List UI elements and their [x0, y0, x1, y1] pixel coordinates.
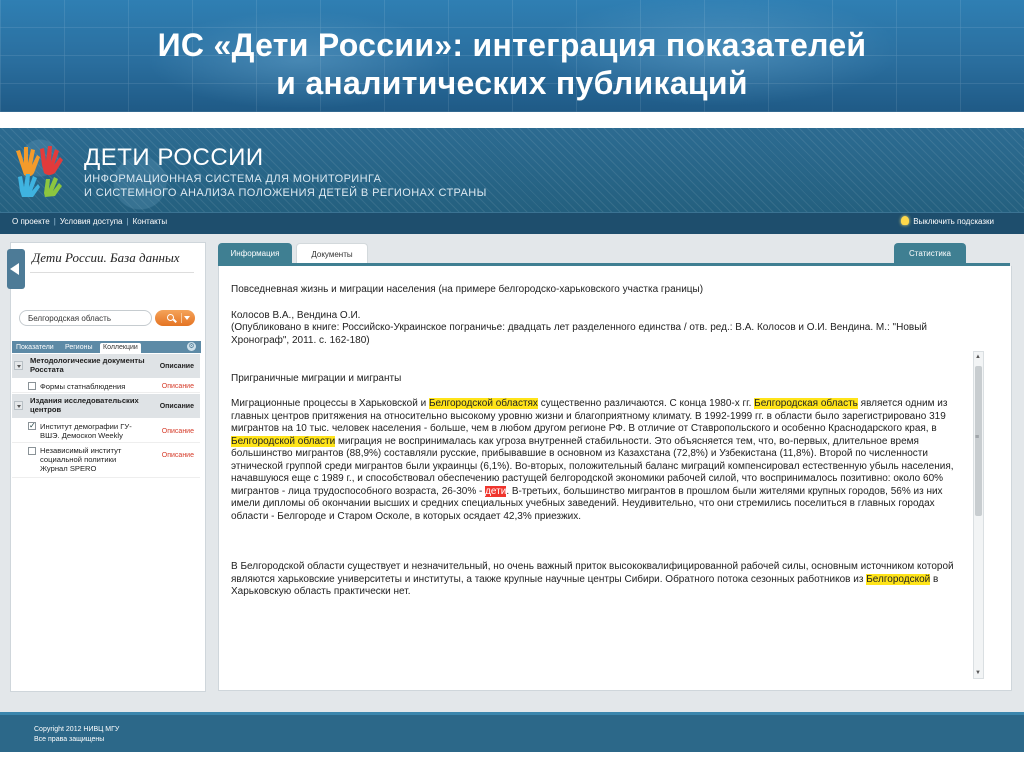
text-run: миграция не воспринималась как угроза внутренней стабильности. Это объясняется тем, что, во-первых, длительное время большинство мигрантов (88,9%) составляли русские, прибывавшие в основном из Казахстана (72,8%) и Узбекистана (11,8%). Второй по численности этнической группой среди мигрантов были украинцы (6,1%). Во-вторых, положительный баланс миграций компенсировал естественную убыль населения, начавшуюся еще с 1989 г., и способствовал обеспечению растущей белгородской экономики рабочей силой, что воспринималось позитивно: около 60% мигрантов - лица трудоспособного возраста, 26-30% - [231, 435, 954, 497]
expand-toggle-icon[interactable] [14, 361, 23, 370]
tab-indicators[interactable]: Показатели [16, 344, 54, 351]
hints-toggle-label: Выключить подсказки [913, 217, 994, 226]
colored-hands-logo-icon[interactable] [12, 141, 70, 197]
tab-information[interactable]: Информация [218, 243, 292, 264]
description-link[interactable]: Описание [161, 383, 194, 390]
description-link[interactable]: Описание [161, 428, 194, 435]
text-run: в Харьковскую область практически нет. [231, 573, 939, 597]
checkbox[interactable] [28, 382, 36, 390]
top-nav [0, 212, 1024, 235]
region-search-input[interactable]: Белгородская область [19, 310, 152, 326]
item-label: Формы статнаблюдения [40, 382, 126, 391]
document-scrollbar[interactable] [973, 351, 984, 679]
rights-text: Все права защищены [34, 736, 105, 743]
scroll-down-icon[interactable]: ▼ [975, 670, 981, 676]
paragraph-2 [231, 561, 966, 599]
group-label: Методологические документы Росстата [30, 356, 145, 374]
description-link[interactable]: Описание [159, 363, 194, 370]
text-run: Миграционные процессы в Харьковской и [231, 398, 429, 409]
search-icon [167, 314, 174, 321]
highlight: Белгородской области [231, 435, 336, 447]
collection-item-forms[interactable] [12, 379, 200, 393]
text-run: . В-третьих, большинство мигрантов в прошлом были жителями крупных городов, 56% из них имели дипломы об окончании высших и средних специальных учебных заведений. Неудивительно, что они стремились поселиться в главных городах области - Белгороде и Старом Осколе, в которых осядает 42,3% приезжих. [231, 485, 943, 522]
item-label: Институт демографии ГУ-ВШЭ. Демоскоп Weekly [40, 422, 132, 440]
footer [0, 712, 1024, 755]
text-run: В Белгородской области существует и незначительный, но очень важный приток высококвалифицированной рабочей силы, основным источником которой являются харьковские университеты и институты, а также крупные научные центры Сибири. Обратного потока сезонных работников из [231, 561, 954, 585]
slide-title-line-2: и аналитических публикаций [276, 65, 748, 101]
search-button[interactable] [155, 310, 195, 326]
gear-icon[interactable]: ⚙ [188, 343, 195, 350]
scroll-up-icon[interactable]: ▲ [975, 354, 981, 360]
checkbox[interactable] [28, 422, 36, 430]
brand-name: ДЕТИ РОССИИ [84, 144, 264, 171]
copyright-text: Copyright 2012 НИВЦ МГУ [34, 726, 120, 733]
section-heading: Приграничные миграции и мигранты [231, 373, 402, 384]
description-link[interactable]: Описание [159, 403, 194, 410]
tab-regions[interactable]: Регионы [65, 344, 93, 351]
scrollbar-thumb[interactable] [975, 366, 982, 516]
collapse-panel-button[interactable] [7, 249, 25, 289]
footer-copyright [34, 725, 119, 745]
item-label: Независимый институт социальной политики Журнал SPERO [40, 446, 122, 473]
text-run: является одним из главных центров притяжения на относительно высокому уровню жизни и благоприятному климату. В 1992-1999 гг. в области было зарегистрировано 319 мигрантов на 10 тыс. человек населения - больше, чем в любом другом регионе РФ. В отличие от Ставропольского и особенно Краснодарского края, в [231, 398, 948, 434]
highlight: Белгородская область [754, 398, 858, 409]
document-publication: (Опубликовано в книге: Российско-Украинское пограничье: двадцать лет разделенного единства / отв. ред.: В.А. Колосов и О.И. Вендина. М.: "Новый Хронограф", 2011. с. 162-180) [231, 322, 927, 346]
expand-toggle-icon[interactable] [14, 401, 23, 410]
tab-statistics[interactable]: Статистика [894, 243, 966, 264]
group-label: Издания исследовательских центров [30, 396, 139, 414]
highlight: Белгородской областях [428, 398, 538, 409]
collection-group-rosstat[interactable] [12, 354, 200, 378]
collection-item-spero[interactable] [12, 444, 200, 478]
document-title: Повседневная жизнь и миграции населения (на примере белгородско-харьковского участка границы) [231, 284, 704, 295]
collection-item-hse[interactable] [12, 419, 200, 443]
left-panel-title: Дети России. База данных [32, 250, 180, 265]
arrow-left-icon [10, 263, 19, 275]
highlight-children: дети [485, 485, 507, 497]
lightbulb-icon [901, 216, 909, 225]
hints-toggle[interactable] [901, 217, 994, 226]
highlight: Белгородской [866, 573, 931, 585]
collection-group-research[interactable] [12, 394, 200, 418]
nav-links: О проекте | Условия доступа | Контакты [12, 217, 168, 226]
nav-link-contacts[interactable]: Контакты [132, 217, 168, 226]
description-link[interactable]: Описание [161, 452, 194, 459]
checkbox[interactable] [28, 447, 36, 455]
chevron-down-icon [184, 316, 190, 320]
brand-subtitle [84, 172, 487, 200]
tab-collections[interactable]: Коллекции [100, 343, 141, 353]
nav-link-about[interactable]: О проекте [12, 217, 50, 226]
brand-subtitle-line-1: ИНФОРМАЦИОННАЯ СИСТЕМА ДЛЯ МОНИТОРИНГА [84, 173, 382, 185]
slide-title [0, 26, 1024, 102]
slide-header [0, 0, 1024, 112]
nav-link-access[interactable]: Условия доступа [59, 217, 123, 226]
brand-subtitle-line-2: И СИСТЕМНОГО АНАЛИЗА ПОЛОЖЕНИЯ ДЕТЕЙ В РЕГИОНАХ СТРАНЫ [84, 187, 487, 199]
slide-title-line-1: ИС «Дети России»: интеграция показателей [157, 27, 867, 63]
paragraph-1 [231, 398, 966, 523]
text-run: существенно различаются. С конца 1980-х гг. [537, 398, 755, 409]
tab-documents[interactable]: Документы [296, 243, 368, 266]
document-authors: Колосов В.А., Вендина О.И. [231, 310, 361, 321]
